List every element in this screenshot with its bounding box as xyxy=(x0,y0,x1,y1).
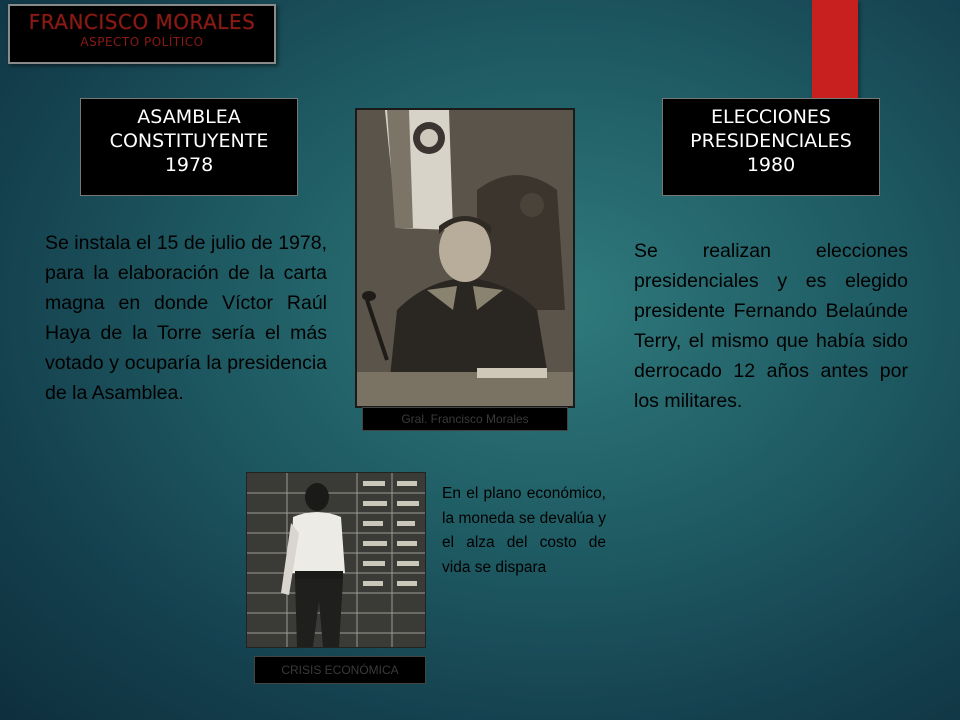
heading-line: PRESIDENCIALES xyxy=(690,130,852,152)
exchange-board-illustration xyxy=(247,473,425,647)
heading-asamblea-constituyente xyxy=(80,98,298,196)
heading-line: CONSTITUYENTE xyxy=(109,130,269,152)
page-subtitle: ASPECTO POLÍTICO xyxy=(80,35,204,49)
heading-elecciones-presidenciales xyxy=(662,98,880,196)
page-title: FRANCISCO MORALES xyxy=(28,10,256,34)
economic-description: En el plano económico, la moneda se devalúa y el alza del costo de vida se dispara xyxy=(442,485,606,576)
heading-line: ELECCIONES xyxy=(711,106,831,128)
heading-line: 1978 xyxy=(164,154,214,176)
portrait-illustration xyxy=(357,110,573,406)
elecciones-description: Se realizan elecciones presidenciales y es elegido presidente Fernando Belaúnde Terry, el mismo que había sido derrocado 12 años antes por los militares. xyxy=(634,240,908,412)
heading-line: 1980 xyxy=(746,154,796,176)
general-portrait-photo xyxy=(355,108,575,408)
portrait-caption: Gral. Francisco Morales xyxy=(362,407,568,431)
red-accent-bar xyxy=(812,0,858,112)
title-banner xyxy=(8,4,276,64)
asamblea-description: Se instala el 15 de julio de 1978, para la elaboración de la carta magna en donde Víctor Raúl Haya de la Torre sería el más votado y ocuparía la presidencia de la Asamblea. xyxy=(45,232,327,404)
heading-line: ASAMBLEA xyxy=(137,106,241,128)
economic-crisis-photo xyxy=(246,472,426,648)
economic-crisis-caption: CRISIS ECONÓMICA xyxy=(254,656,426,684)
